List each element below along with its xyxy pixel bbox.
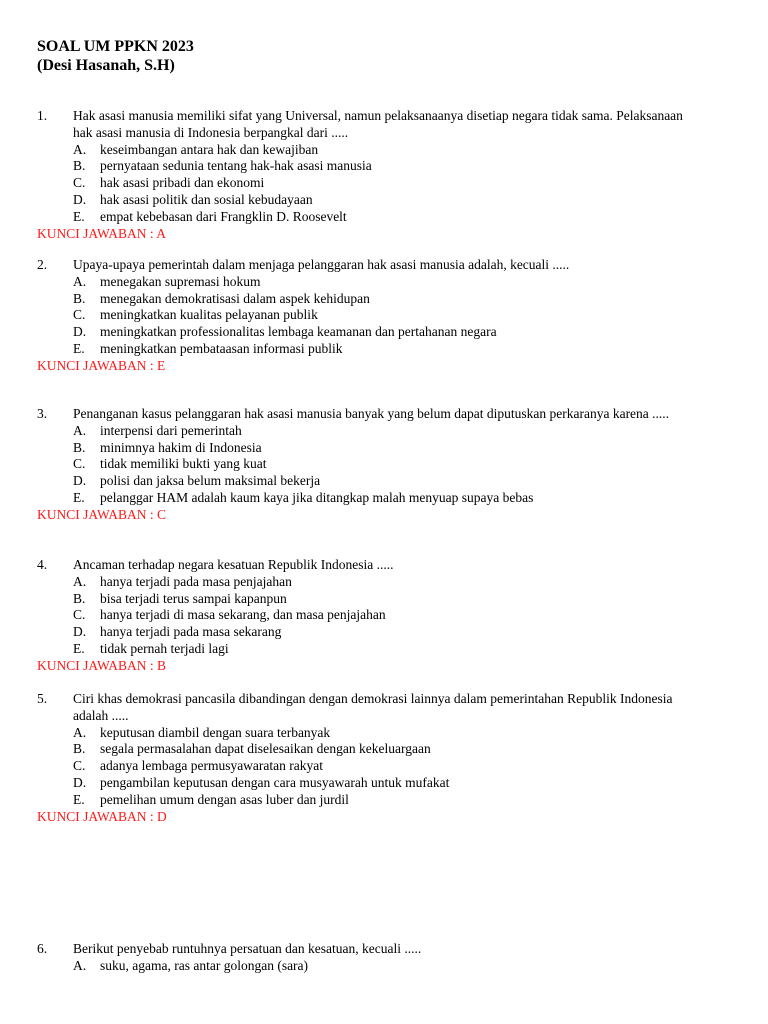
- answer-key: KUNCI JAWABAN : C: [37, 506, 167, 522]
- option-letter: A.: [73, 273, 87, 289]
- option-b: [0, 741, 768, 758]
- option-text: keputusan diambil dengan suara terbanyak: [100, 724, 331, 740]
- answer-key: KUNCI JAWABAN : E: [37, 357, 166, 373]
- option-letter: E.: [73, 640, 85, 656]
- options-list: [0, 274, 768, 358]
- option-c: [0, 175, 768, 192]
- option-letter: D.: [73, 324, 87, 340]
- option-letter: B.: [73, 290, 86, 306]
- option-b: [0, 291, 768, 308]
- options-list: [0, 725, 768, 809]
- option-text: menegakan demokratisasi dalam aspek kehidupan: [100, 290, 370, 306]
- option-letter: A.: [73, 957, 87, 973]
- option-letter: A.: [73, 573, 87, 589]
- option-letter: C.: [73, 175, 86, 191]
- option-text: keseimbangan antara hak dan kewajiban: [100, 141, 319, 157]
- question-text: Hak asasi manusia memiliki sifat yang Universal, namun pelaksanaanya disetiap negara tidak sama. Pelaksanaan hak asasi manusia di Indonesia berpangkal dari .....: [73, 108, 683, 140]
- question-text: Berikut penyebab runtuhnya persatuan dan kesatuan, kecuali .....: [73, 941, 422, 956]
- option-letter: D.: [73, 774, 87, 790]
- option-letter: D.: [73, 624, 87, 640]
- option-e: [0, 341, 768, 358]
- option-text: hak asasi politik dan sosial kebudayaan: [100, 191, 313, 207]
- question-5: [0, 691, 768, 825]
- question-number: 4.: [37, 557, 48, 572]
- option-a: [0, 958, 768, 975]
- question-number: 3.: [37, 406, 48, 421]
- option-text: suku, agama, ras antar golongan (sara): [100, 957, 309, 973]
- option-letter: E.: [73, 208, 85, 224]
- question-2: [0, 257, 768, 375]
- option-text: menegakan supremasi hokum: [100, 273, 261, 289]
- answer-key: KUNCI JAWABAN : A: [37, 225, 167, 241]
- question-text: Ciri khas demokrasi pancasila dibandingan dengan demokrasi lainnya dalam pemerintahan Republik Indonesia adalah .....: [73, 691, 673, 723]
- option-letter: E.: [73, 340, 85, 356]
- option-text: tidak pernah terjadi lagi: [100, 640, 229, 656]
- option-text: adanya lembaga permusyawaratan rakyat: [100, 758, 324, 774]
- option-letter: B.: [73, 158, 86, 174]
- option-text: hanya terjadi pada masa penjajahan: [100, 573, 292, 589]
- option-text: tidak memiliki bukti yang kuat: [100, 456, 267, 472]
- question-1: [0, 108, 768, 242]
- option-c: [0, 307, 768, 324]
- option-text: minimnya hakim di Indonesia: [100, 439, 262, 455]
- option-text: bisa terjadi terus sampai kapanpun: [100, 590, 287, 606]
- answer-key: KUNCI JAWABAN : D: [37, 808, 167, 824]
- option-b: [0, 591, 768, 608]
- option-c: [0, 456, 768, 473]
- options-list: [0, 423, 768, 507]
- option-text: meningkatkan professionalitas lembaga keamanan dan pertahanan negara: [100, 324, 497, 340]
- option-text: meningkatkan pembataasan informasi publik: [100, 340, 343, 356]
- option-e: [0, 209, 768, 226]
- option-b: [0, 158, 768, 175]
- option-a: [0, 725, 768, 742]
- option-letter: E.: [73, 791, 85, 807]
- question-text: Penanganan kasus pelanggaran hak asasi manusia banyak yang belum dapat diputuskan perkaranya karena .....: [73, 406, 670, 421]
- option-letter: C.: [73, 307, 86, 323]
- option-text: pemelihan umum dengan asas luber dan jurdil: [100, 791, 349, 807]
- option-e: [0, 792, 768, 809]
- option-letter: A.: [73, 422, 87, 438]
- option-letter: D.: [73, 191, 87, 207]
- question-6: [0, 941, 768, 975]
- option-text: pernyataan sedunia tentang hak-hak asasi manusia: [100, 158, 372, 174]
- option-e: [0, 641, 768, 658]
- option-text: hanya terjadi di masa sekarang, dan masa penjajahan: [100, 607, 386, 623]
- question-number: 6.: [37, 941, 48, 956]
- document-title: SOAL UM PPKN 2023: [37, 38, 194, 55]
- question-4: [0, 557, 768, 675]
- option-text: pengambilan keputusan dengan cara musyawarah untuk mufakat: [100, 774, 450, 790]
- option-d: [0, 775, 768, 792]
- option-d: [0, 473, 768, 490]
- option-a: [0, 423, 768, 440]
- option-a: [0, 274, 768, 291]
- option-letter: C.: [73, 758, 86, 774]
- option-text: empat kebebasan dari Frangklin D. Roosevelt: [100, 208, 347, 224]
- option-text: hak asasi pribadi dan ekonomi: [100, 175, 265, 191]
- option-letter: B.: [73, 590, 86, 606]
- option-text: segala permasalahan dapat diselesaikan dengan kekeluargaan: [100, 741, 431, 757]
- option-letter: A.: [73, 724, 87, 740]
- option-text: meningkatkan kualitas pelayanan publik: [100, 307, 318, 323]
- option-d: [0, 624, 768, 641]
- question-3: [0, 406, 768, 524]
- option-c: [0, 758, 768, 775]
- option-b: [0, 440, 768, 457]
- option-c: [0, 607, 768, 624]
- options-list: [0, 958, 768, 975]
- question-number: 5.: [37, 691, 48, 706]
- question-text: Ancaman terhadap negara kesatuan Republik Indonesia .....: [73, 557, 394, 572]
- option-text: polisi dan jaksa belum maksimal bekerja: [100, 473, 321, 489]
- option-letter: B.: [73, 439, 86, 455]
- question-text: Upaya-upaya pemerintah dalam menjaga pelanggaran hak asasi manusia adalah, kecuali .....: [73, 257, 570, 272]
- option-text: interpensi dari pemerintah: [100, 422, 242, 438]
- options-list: [0, 142, 768, 226]
- option-letter: D.: [73, 473, 87, 489]
- option-letter: C.: [73, 456, 86, 472]
- option-e: [0, 490, 768, 507]
- option-letter: B.: [73, 741, 86, 757]
- question-number: 1.: [37, 108, 48, 123]
- option-text: pelanggar HAM adalah kaum kaya jika ditangkap malah menyuap supaya bebas: [100, 489, 534, 505]
- answer-key: KUNCI JAWABAN : B: [37, 657, 167, 673]
- option-d: [0, 324, 768, 341]
- option-letter: C.: [73, 607, 86, 623]
- options-list: [0, 574, 768, 658]
- question-number: 2.: [37, 257, 48, 272]
- option-letter: E.: [73, 489, 85, 505]
- option-a: [0, 574, 768, 591]
- option-text: hanya terjadi pada masa sekarang: [100, 624, 282, 640]
- option-letter: A.: [73, 141, 87, 157]
- document-author: (Desi Hasanah, S.H): [37, 57, 175, 74]
- option-d: [0, 192, 768, 209]
- option-a: [0, 142, 768, 159]
